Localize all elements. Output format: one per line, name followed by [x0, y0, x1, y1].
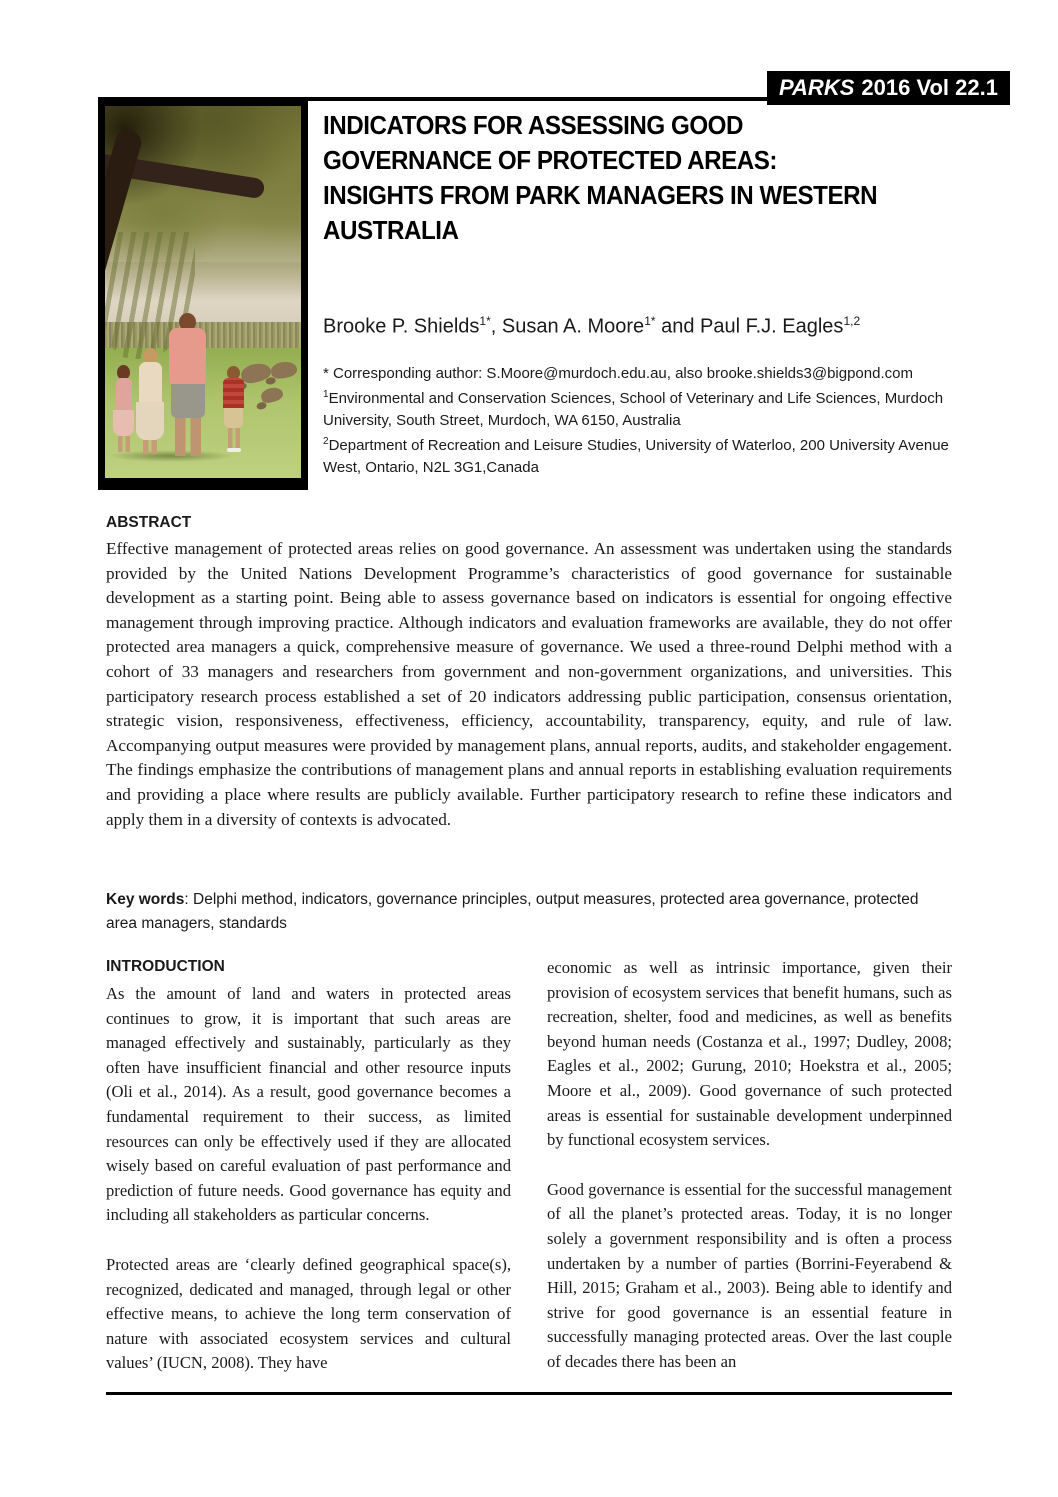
author-affiliation-mark: 1*: [644, 314, 656, 328]
photo-person-man: [169, 313, 206, 456]
journal-name: PARKS: [779, 75, 855, 100]
photo-person-girl: [113, 365, 134, 452]
left-column: [106, 956, 511, 1386]
intro-paragraph: As the amount of land and waters in protected areas continues to grow, it is important that such areas are managed effectively and sustainably, particularly as they often have insufficient financial and other resource inputs (Oli et al., 2014). As a result, good governance becomes a fundamental requirement to their success, as limited resources can only be effectively used if they are allocated wisely based on careful evaluation of past performance and prediction of future needs. Good governance has equity and including all stakeholders as particular concerns.: [106, 984, 511, 1225]
issue-label: 2016 Vol 22.1: [861, 75, 998, 100]
intro-paragraph: Good governance is essential for the successful management of all the planet’s protected areas. Today, it is no longer solely a government responsibility and is often a process undertaken by a number of parties (Borrini-Feyerabend & Hill, 2015; Graham et al., 2003). Being able to identify and strive for good governance is an essential feature in successfully managing protected areas. Over the last couple of decades there has been an: [547, 1179, 952, 1371]
hero-photo: [105, 106, 301, 478]
author-affiliation-mark: 1*: [479, 314, 491, 328]
photo-person-boy: [223, 366, 244, 452]
author-name: Susan A. Moore: [501, 315, 645, 338]
corresponding-author-note: * Corresponding author: S.Moore@murdoch.edu.au, also brooke.shields3@bigpond.com: [323, 364, 913, 382]
issue-badge: [767, 71, 1010, 105]
title-line: INSIGHTS FROM PARK MANAGERS IN WESTERN: [323, 180, 878, 210]
abstract-body: Effective management of protected areas relies on good governance. An assessment was undertaken using the standards provided by the United Nations Development Programme’s characteristics of good governance for sustainable development as a starting point. Being able to assess governance based on indicators is essential for ongoing effective management through improving practice. Although indicators and evaluation frameworks are available, they do not offer protected area managers a quick, comprehensive measure of governance. We used a three-round Delphi method with a cohort of 33 managers and researchers from government and non-government organizations, and universities. This participatory research process established a set of 20 indicators addressing public participation, consensus orientation, strategic vision, responsiveness, effectiveness, efficiency, accountability, transparency, equity, and rule of law. Accompanying output measures were provided by management plans, annual reports, audits, and stakeholder engagement. The findings emphasize the contributions of management plans and annual reports in establishing evaluation requirements and providing a place where results are publicly available. Further participatory research to refine these indicators and apply them in a diversity of contexts is advocated.: [106, 539, 952, 829]
affiliations: [323, 363, 971, 479]
introduction-heading: INTRODUCTION: [106, 958, 225, 975]
hero-photo-frame: [98, 101, 308, 490]
intro-paragraph: economic as well as intrinsic importance, given their provision of ecosystem services that benefit humans, such as recreation, shelter, food and medicines, as well as benefits beyond human needs (Costanza et al., 1997; Dudley, 2008; Eagles et al., 2002; Gurung, 2010; Hoekstra et al., 2005; Moore et al., 2009). Good governance of such protected areas is essential for sustainable development underpinned by functional ecosystem services.: [547, 958, 952, 1150]
body-columns: [106, 956, 952, 1386]
photo-person-woman: [136, 348, 164, 454]
authors-line: Brooke P. Shields$^{1*}$, Susan A. Moore$^{1*}$ and Paul F.J. Eagles$^{1,2}$: [323, 314, 861, 338]
right-column: [547, 956, 952, 1386]
affiliation-1: $^1$Environmental and Conservation Sciences, School of Veterinary and Life Sciences, Murdoch University, South Street, Murdoch, WA 6150, Australia: [323, 389, 944, 429]
author-affiliation-mark: 1,2: [843, 314, 861, 328]
author-name: Paul F.J. Eagles: [700, 315, 844, 338]
keywords-label: Key words: [106, 891, 185, 908]
affiliation-2: $^2$Department of Recreation and Leisure Studies, University of Waterloo, 200 University Avenue West, Ontario, N2L 3G1,Canada: [323, 436, 949, 476]
abstract-heading: ABSTRACT: [106, 514, 192, 531]
title-line: GOVERNANCE OF PROTECTED AREAS:: [323, 145, 778, 175]
footer-rule: [106, 1392, 952, 1395]
author-name: Brooke P. Shields: [323, 315, 480, 338]
title-line: INDICATORS FOR ASSESSING GOOD: [323, 110, 744, 140]
keywords-line: Key words: Delphi method, indicators, governance principles, output measures, protected area governance, protected area managers, standards: [106, 891, 919, 932]
hero-text-block: [323, 108, 983, 478]
article-title: [323, 108, 983, 248]
intro-paragraph: Protected areas are ‘clearly defined geographical space(s), recognized, dedicated and managed, through legal or other effective means, to achieve the long term conservation of nature with associated ecosystem services and cultural values’ (IUCN, 2008). They have: [106, 1254, 511, 1373]
title-line: AUSTRALIA: [323, 215, 459, 245]
